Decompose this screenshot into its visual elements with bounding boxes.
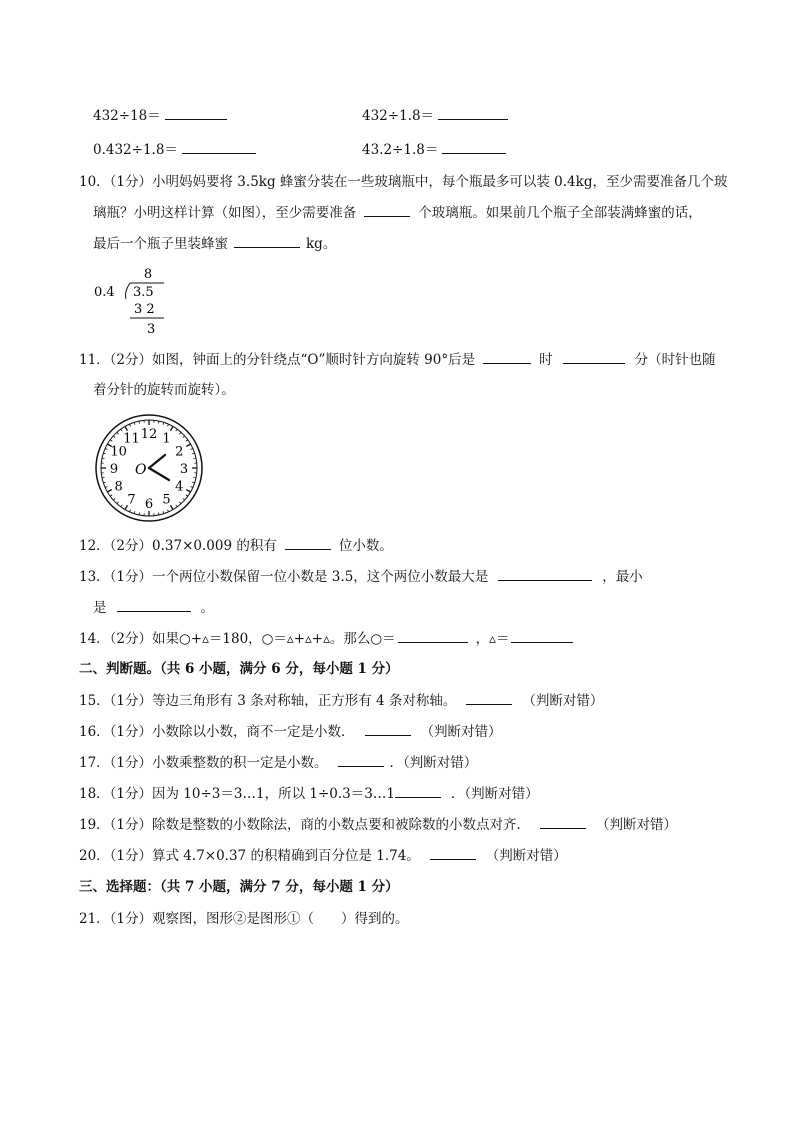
section-3-heading: 三、选择题：（共 7 小题，满分 7 分，每小题 1 分） (79, 879, 399, 895)
answer-blank[interactable] (338, 753, 384, 767)
q13-line1 (79, 567, 643, 587)
calc-row-2 (93, 138, 260, 158)
answer-blank[interactable] (511, 629, 573, 643)
calc-row-1 (93, 104, 231, 124)
q12-text: 位小数。 (338, 538, 393, 554)
answer-blank[interactable] (165, 106, 227, 120)
calc-1-left: 432÷18＝ (93, 108, 161, 124)
clock-number: 5 (162, 492, 171, 508)
q13-text: 是 (93, 600, 107, 616)
answer-blank[interactable] (365, 722, 411, 736)
answer-blank[interactable] (498, 567, 592, 581)
division-divisor: 0.4 (94, 285, 115, 300)
q17-line (79, 753, 477, 773)
q14-text: ，▵＝ (475, 631, 510, 647)
division-product: 3 2 (134, 302, 155, 317)
q18-text: 18．（1分）因为 10÷3＝3…1，所以 1÷0.3＝3…1 (79, 786, 395, 802)
q10-line3 (93, 234, 336, 254)
calc-2-right: 43.2÷1.8＝ (362, 142, 439, 158)
answer-blank[interactable] (483, 350, 531, 364)
clock-tick (139, 513, 140, 515)
division-quotient: 8 (143, 267, 153, 282)
q10-text: 璃瓶？小明这样计算（如图），至少需要准备 (93, 205, 357, 221)
q20-hint: （判断对错） (485, 848, 567, 864)
q16-line (79, 722, 502, 742)
q15-line (79, 691, 603, 711)
clock-figure (94, 413, 204, 523)
calc-1-right: 432÷1.8＝ (362, 108, 435, 124)
q20-text: 20．（1分）算式 4.7×0.37 的积精确到百分位是 1.74。 (79, 848, 420, 864)
q11-text: 时 (539, 352, 553, 368)
answer-blank[interactable] (466, 691, 512, 705)
answer-blank[interactable] (563, 350, 625, 364)
q21-line: 21．（1分）观察图，图形②是图形①（ ）得到的。 (79, 911, 409, 927)
answer-blank[interactable] (182, 140, 256, 154)
q11-line1 (79, 350, 716, 370)
q11-line2: 着分针的旋转而旋转）。 (93, 382, 235, 398)
long-division-figure (92, 262, 172, 338)
q16-text: 16．（1分）小数除以小数，商不一定是小数． (79, 724, 355, 740)
clock-number: 4 (175, 479, 184, 495)
calc-2-left: 0.432÷1.8＝ (93, 142, 178, 158)
calc-row-2-right (362, 138, 510, 158)
q14-line (79, 629, 575, 649)
clock-tick (158, 421, 159, 423)
q16-hint: （判断对错） (420, 724, 502, 740)
q12-line (79, 536, 393, 556)
answer-blank[interactable] (395, 784, 441, 798)
division-remainder: 3 (147, 322, 156, 337)
q20-line (79, 846, 567, 866)
answer-blank[interactable] (117, 598, 191, 612)
clock-center-label: O (135, 462, 147, 478)
clock-number: 10 (110, 444, 127, 460)
q19-text: 19．（1分）除数是整数的小数除法，商的小数点要和被除数的小数点对齐． (79, 817, 531, 833)
q13-text: 13．（1分）一个两位小数保留一位小数是 3.5，这个两位小数最大是 (79, 569, 489, 585)
clock-number: 1 (162, 431, 171, 447)
clock-number: 11 (123, 431, 140, 447)
clock-tick (102, 477, 104, 478)
answer-blank[interactable] (364, 203, 410, 217)
clock-tick (194, 477, 196, 478)
clock-number: 9 (109, 462, 119, 477)
q17-hint: ．（判断对错） (389, 755, 478, 771)
clock-number: 12 (140, 427, 158, 442)
clock-tick (102, 458, 104, 459)
answer-blank[interactable] (234, 234, 300, 248)
clock-number: 3 (179, 462, 189, 477)
clock-number: 6 (144, 497, 154, 512)
q15-hint: （判断对错） (522, 693, 604, 709)
q10-text: 最后一个瓶子里装蜂蜜 (93, 236, 228, 252)
clock-tick (158, 513, 159, 515)
answer-blank[interactable] (540, 815, 586, 829)
answer-blank[interactable] (285, 536, 331, 550)
q19-line (79, 815, 677, 835)
q18-hint: ．（判断对错） (450, 786, 539, 802)
clock-tick (194, 458, 196, 459)
q11-text: 11．（2分）如图，钟面上的分针绕点“O”顺时针方向旋转 90°后是 (79, 352, 476, 368)
clock-number: 7 (127, 492, 136, 508)
q13-text: ，最小 (602, 569, 643, 585)
q13-line2 (93, 598, 214, 618)
calc-row-1-right (362, 104, 512, 124)
clock-tick (139, 421, 140, 423)
answer-blank[interactable] (430, 846, 476, 860)
clock-number: 2 (175, 444, 184, 460)
q15-text: 15．（1分）等边三角形有 3 条对称轴，正方形有 4 条对称轴。 (79, 693, 457, 709)
q17-text: 17．（1分）小数乘整数的积一定是小数。 (79, 755, 328, 771)
answer-blank[interactable] (442, 140, 506, 154)
answer-blank[interactable] (438, 106, 508, 120)
q10-line2 (93, 203, 702, 223)
division-dividend: 3.5 (133, 285, 154, 300)
answer-blank[interactable] (398, 629, 468, 643)
q19-hint: （判断对错） (596, 817, 678, 833)
division-bracket (126, 283, 131, 299)
q10-text: 个玻璃瓶。如果前几个瓶子全部装满蜂蜜的话， (418, 205, 702, 221)
q12-text: 12．（2分）0.37×0.009 的积有 (79, 538, 277, 554)
q10-line1: 10．（1分）小明妈妈要将 3.5kg 蜂蜜分装在一些玻璃瓶中，每个瓶最多可以装 0.4kg，至少需要准备几个玻 (79, 174, 728, 190)
section-2-heading: 二、判断题。（共 6 小题，满分 6 分，每小题 1 分） (79, 661, 399, 677)
clock-number: 8 (114, 479, 123, 495)
q11-text: 分（时针也随 (634, 352, 716, 368)
q14-text: 14．（2分）如果○+▵＝180，○＝▵+▵+▵。那么○＝ (79, 631, 396, 647)
q10-unit: kg。 (306, 236, 337, 252)
q13-text: 。 (200, 600, 214, 616)
q18-line (79, 784, 539, 804)
